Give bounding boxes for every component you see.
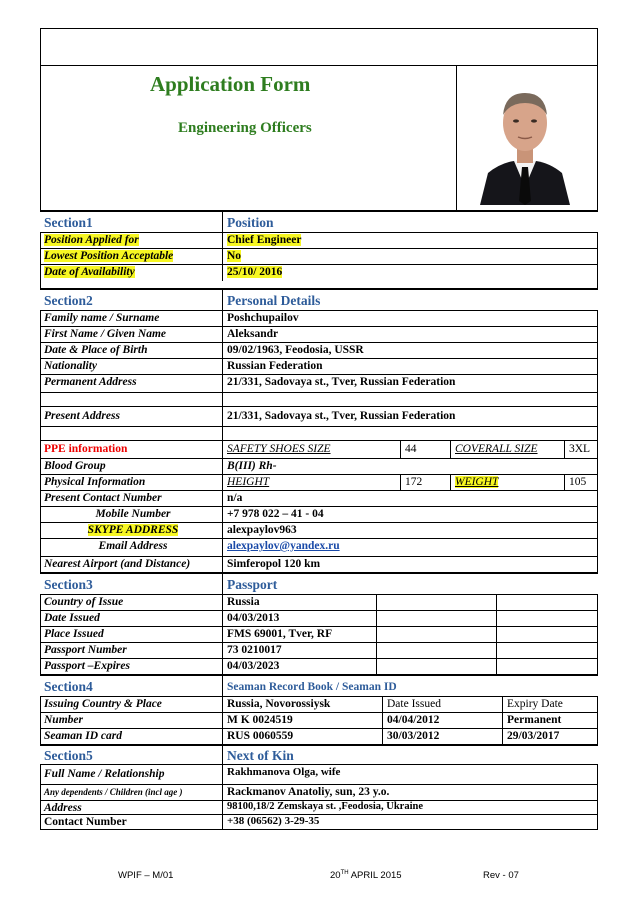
footer-form-code: WPIF – M/01 (118, 870, 174, 881)
row-issuing-country (40, 696, 598, 712)
row-airport (40, 556, 598, 572)
form-title: Application Form (150, 72, 311, 96)
kin-address-value: 98100,18/2 Zemskaya st. ,Feodosia, Ukraine (222, 801, 423, 814)
coverall-size-value: 3XL (564, 441, 590, 458)
row-seaman-number (40, 712, 598, 728)
row-country-issue (40, 594, 598, 610)
section5-header (40, 744, 598, 764)
row-kin-contact (40, 814, 598, 830)
row-seaman-id (40, 728, 598, 744)
place-issued-value: FMS 69001, Tver, RF (222, 627, 332, 642)
row-kin-address (40, 800, 598, 814)
row-present-address (40, 406, 598, 426)
seaman-number-expiry: Permanent (502, 713, 561, 728)
issuing-country-label: Issuing Country & Place (44, 698, 162, 710)
skype-label: SKYPE ADDRESS (87, 524, 179, 536)
first-name-value: Aleksandr (222, 327, 278, 342)
airport-label: Nearest Airport (and Distance) (44, 558, 191, 570)
coverall-size-label: COVERALL SIZE (455, 443, 538, 455)
ppe-label: PPE information (44, 443, 128, 455)
position-applied-value: Chief Engineer (227, 234, 302, 246)
header-divider (40, 65, 598, 66)
passport-expires-label: Passport –Expires (44, 660, 130, 672)
section4-header (40, 674, 598, 696)
section3-header (40, 572, 598, 594)
passport-number-label: Passport Number (44, 644, 127, 656)
lowest-position-value: No (227, 250, 242, 262)
passport-number-value: 73 0210017 (222, 643, 282, 658)
birth-value: 09/02/1963, Feodosia, USSR (222, 343, 364, 358)
row-ppe (40, 440, 598, 458)
weight-value: 105 (564, 475, 586, 490)
contact-number-value: n/a (222, 491, 242, 506)
footer-date (330, 870, 402, 881)
lowest-position-label: Lowest Position Acceptable (44, 250, 174, 262)
row-skype (40, 522, 598, 538)
airport-value: Simferopol 120 km (222, 557, 320, 572)
shoes-size-label: SAFETY SHOES SIZE (227, 443, 331, 455)
first-name-label: First Name / Given Name (44, 328, 167, 340)
availability-label: Date of Availability (44, 266, 135, 278)
section4-label: Section4 (44, 679, 93, 694)
section2-title: Personal Details (222, 290, 320, 310)
row-date-issued (40, 610, 598, 626)
skype-value: alexpaylov963 (222, 523, 297, 538)
row-place-issued (40, 626, 598, 642)
row-lowest-position (40, 248, 598, 264)
section2-header (40, 288, 598, 310)
expiry-date-header: Expiry Date (502, 697, 563, 712)
permanent-address-value: 21/331, Sadovaya st., Tver, Russian Federation (222, 375, 455, 392)
row-dependents (40, 784, 598, 800)
kin-address-label: Address (44, 802, 82, 814)
row-blood-group (40, 458, 598, 474)
row-blank-2 (40, 426, 598, 440)
blood-group-label: Blood Group (44, 460, 106, 472)
dependents-value: Rackmanov Anatoliy, sun, 23 y.o. (222, 785, 389, 800)
seaman-number-value: M K 0024519 (222, 713, 382, 728)
nationality-value: Russian Federation (222, 359, 323, 374)
footer-date-rest: APRIL 2015 (348, 870, 402, 882)
place-issued-label: Place Issued (44, 628, 104, 640)
row-blank-1 (40, 392, 598, 406)
kin-contact-label: Contact Number (44, 816, 127, 828)
date-issued-label: Date Issued (44, 612, 100, 624)
footer-revision: Rev - 07 (483, 870, 519, 881)
row-first-name (40, 326, 598, 342)
physical-label: Physical Information (44, 476, 146, 488)
mobile-value: +7 978 022 – 41 - 04 (222, 507, 324, 522)
seaman-id-issued: 30/03/2012 (382, 729, 502, 744)
seaman-number-label: Number (44, 714, 83, 726)
nationality-label: Nationality (44, 360, 98, 372)
present-address-label: Present Address (44, 410, 120, 422)
kin-name-label: Full Name / Relationship (44, 768, 165, 780)
row-mobile (40, 506, 598, 522)
dependents-label: Any dependents / Children (incl age ) (44, 787, 183, 797)
email-label: Email Address (98, 540, 168, 552)
contact-number-label: Present Contact Number (44, 492, 162, 504)
passport-expires-value: 04/03/2023 (222, 659, 279, 674)
shoes-size-value: 44 (400, 441, 450, 458)
availability-value: 25/10/ 2016 (227, 266, 283, 278)
seaman-number-issued: 04/04/2012 (382, 713, 502, 728)
birth-label: Date & Place of Birth (44, 344, 148, 356)
height-label: HEIGHT (227, 476, 270, 488)
email-link[interactable]: alexpaylov@yandex.ru (227, 540, 340, 552)
row-contact-number (40, 490, 598, 506)
date-issued-value: 04/03/2013 (222, 611, 279, 626)
row-passport-number (40, 642, 598, 658)
row-availability (40, 264, 598, 281)
row-permanent-address (40, 374, 598, 392)
country-issue-value: Russia (222, 595, 260, 610)
photo-divider (456, 65, 457, 210)
applicant-photo (470, 75, 580, 205)
section4-title: Seaman Record Book / Seaman ID (222, 676, 397, 696)
position-applied-label: Position Applied for (44, 234, 139, 246)
section2-label: Section2 (44, 293, 93, 308)
mobile-label: Mobile Number (95, 508, 171, 520)
section3-title: Passport (222, 574, 277, 594)
kin-contact-value: +38 (06562) 3-29-35 (222, 815, 319, 830)
section1-label: Section1 (44, 215, 93, 230)
section5-title: Next of Kin (222, 746, 294, 764)
family-name-label: Family name / Surname (44, 312, 160, 324)
present-address-value: 21/331, Sadovaya st., Tver, Russian Federation (222, 407, 455, 426)
country-issue-label: Country of Issue (44, 596, 124, 608)
seaman-id-label: Seaman ID card (44, 730, 122, 742)
row-nationality (40, 358, 598, 374)
family-name-value: Poshchupailov (222, 311, 299, 326)
row-position-applied (40, 232, 598, 248)
row-family-name (40, 310, 598, 326)
row-passport-expires (40, 658, 598, 674)
row-kin-name (40, 764, 598, 784)
section5-label: Section5 (44, 748, 93, 763)
blood-group-value: B(III) Rh- (222, 459, 277, 474)
issuing-country-value: Russia, Novorossiysk (222, 697, 382, 712)
footer-date-suffix: TH (340, 870, 349, 876)
row-email (40, 538, 598, 556)
section1-title: Position (222, 212, 274, 232)
footer-date-day: 20 (330, 870, 341, 882)
row-physical (40, 474, 598, 490)
permanent-address-label: Permanent Address (44, 376, 137, 388)
seaman-id-expiry: 29/03/2017 (502, 729, 559, 744)
form-subtitle: Engineering Officers (178, 120, 312, 136)
row-birth (40, 342, 598, 358)
kin-name-value: Rakhmanova Olga, wife (222, 765, 340, 784)
weight-label: WEIGHT (455, 476, 499, 488)
section1-header (40, 210, 598, 232)
seaman-id-value: RUS 0060559 (222, 729, 382, 744)
height-value: 172 (400, 475, 450, 490)
section3-label: Section3 (44, 577, 93, 592)
date-issued-header: Date Issued (382, 697, 502, 712)
